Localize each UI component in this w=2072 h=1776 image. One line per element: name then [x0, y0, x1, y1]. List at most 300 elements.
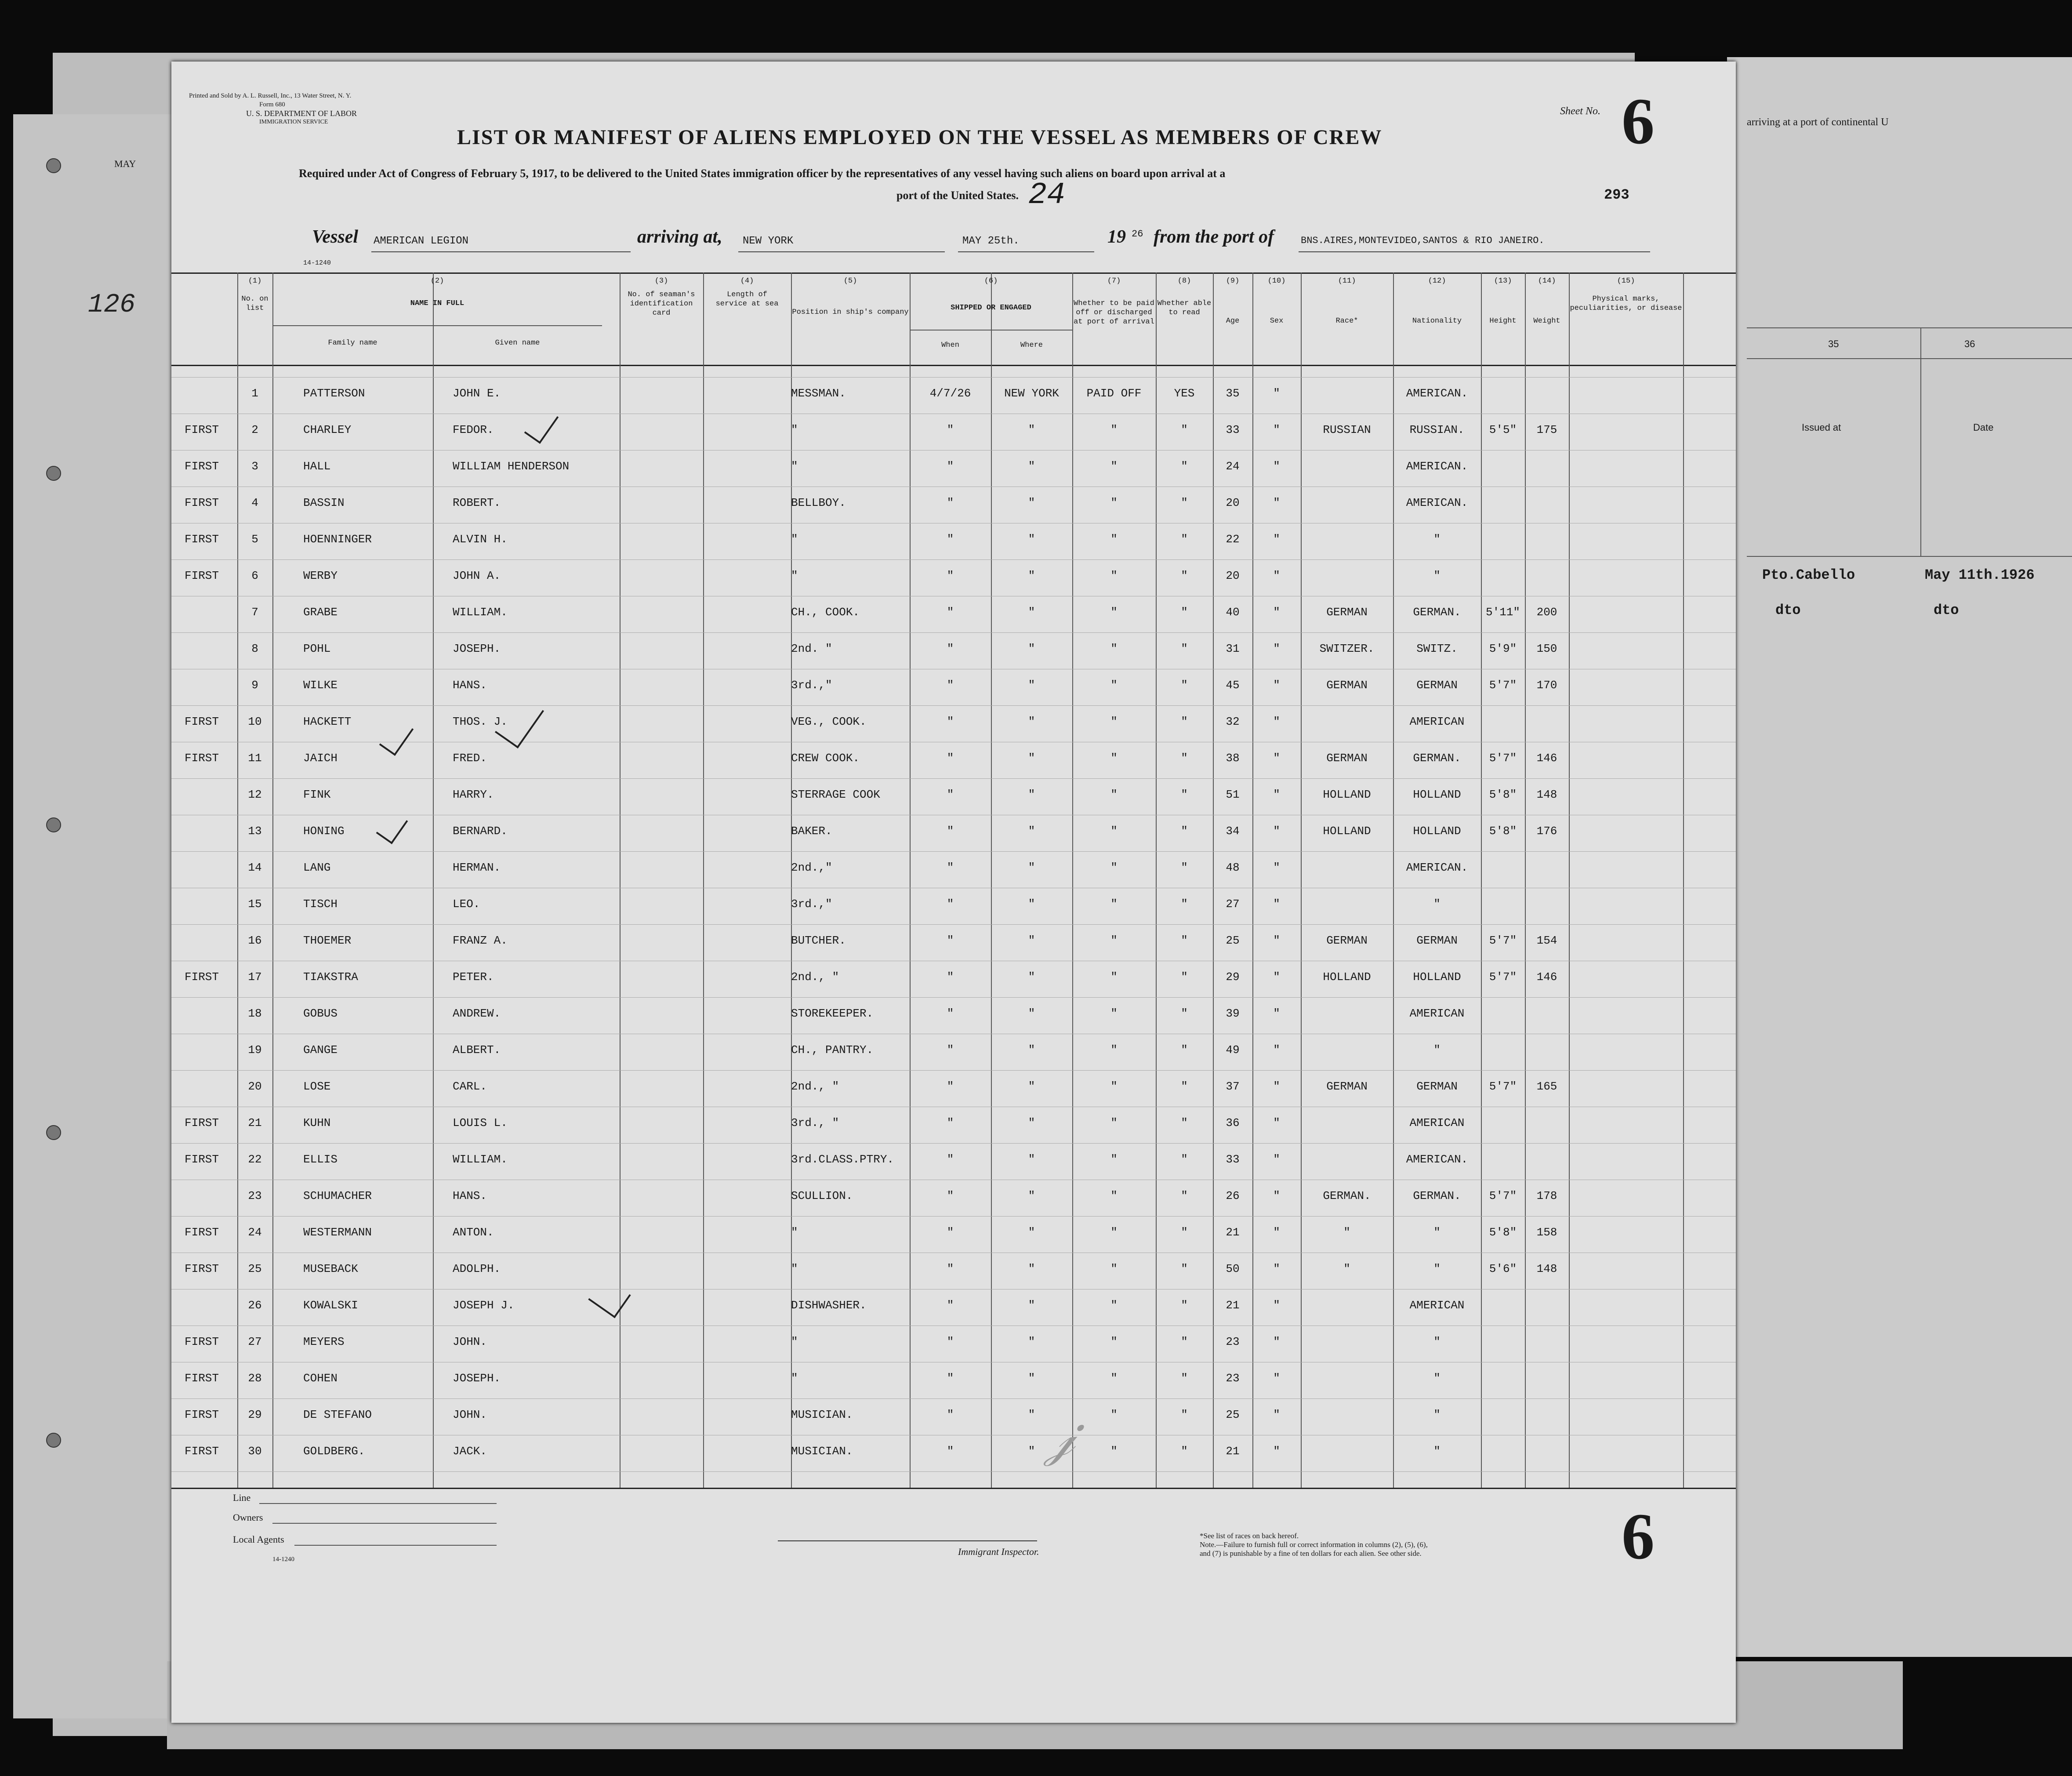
row-28-nationality: " — [1433, 1372, 1441, 1385]
row-11-weight: 146 — [1536, 752, 1557, 765]
row-7-weight: 200 — [1536, 606, 1557, 619]
vessel-name: AMERICAN LEGION — [374, 235, 469, 247]
row-14-when: " — [947, 861, 954, 874]
row-2-age: 33 — [1226, 423, 1240, 436]
row-14-family: LANG — [303, 861, 331, 874]
row-3-family: HALL — [303, 460, 331, 473]
row-2-paid: " — [1110, 423, 1118, 436]
row-25-given: ADOLPH. — [453, 1262, 501, 1275]
row-24-family: WESTERMANN — [303, 1226, 372, 1239]
row-17-height: 5'7" — [1489, 970, 1517, 984]
col-length-service: Length of service at sea — [715, 291, 779, 308]
row-23-read: " — [1181, 1189, 1188, 1202]
row-12-age: 51 — [1226, 788, 1240, 801]
column-rule — [1301, 272, 1302, 1488]
inspector-label: Immigrant Inspector. — [958, 1546, 1039, 1557]
row-8-read: " — [1181, 642, 1188, 655]
row-28-sex: " — [1273, 1372, 1280, 1385]
column-rule — [703, 272, 704, 1488]
col35-num: 35 — [1828, 338, 1839, 349]
row-13-where: " — [1028, 824, 1035, 838]
row-4-age: 20 — [1226, 496, 1240, 509]
row-16-position: BUTCHER. — [791, 934, 846, 947]
year-prefix: 19 — [1107, 227, 1126, 247]
row-23-given: HANS. — [453, 1189, 487, 1202]
row-7-sex: " — [1273, 606, 1280, 619]
row-3-age: 24 — [1226, 460, 1240, 473]
date-header: Date — [1973, 422, 1994, 433]
row-26-position: DISHWASHER. — [791, 1299, 867, 1312]
row-23-paid: " — [1110, 1189, 1118, 1202]
col-position: Position in ship's company — [792, 308, 909, 316]
local-agents-label: Local Agents — [233, 1534, 284, 1545]
row-12-race: HOLLAND — [1323, 788, 1371, 801]
row-8-when: " — [947, 642, 954, 655]
row-3-no: 3 — [251, 460, 258, 473]
row-18-sex: " — [1273, 1007, 1280, 1020]
row-10-when: " — [947, 715, 954, 728]
row-20-weight: 165 — [1536, 1080, 1557, 1093]
row-21-given: LOUIS L. — [453, 1116, 508, 1130]
row-24-where: " — [1028, 1226, 1035, 1239]
service-line: IMMIGRATION SERVICE — [259, 119, 328, 125]
row-23-age: 26 — [1226, 1189, 1240, 1202]
row-11-position: CREW COOK. — [791, 752, 860, 765]
row-29-age: 25 — [1226, 1408, 1240, 1421]
row-2-sex: " — [1273, 423, 1280, 436]
row-11-read: " — [1181, 752, 1188, 765]
row-19-read: " — [1181, 1043, 1188, 1057]
row-18-age: 39 — [1226, 1007, 1240, 1020]
row-13-race: HOLLAND — [1323, 824, 1371, 838]
punch-hole — [46, 466, 61, 481]
line-label: Line — [233, 1492, 251, 1503]
col13-num: (13) — [1494, 277, 1512, 285]
row-28-given: JOSEPH. — [453, 1372, 501, 1385]
row-14-nationality: AMERICAN. — [1406, 861, 1468, 874]
row-9-race: GERMAN — [1326, 679, 1368, 692]
row-14-sex: " — [1273, 861, 1280, 874]
row-23-race: GERMAN. — [1323, 1189, 1371, 1202]
col9-num: (9) — [1226, 277, 1240, 285]
col5-num: (5) — [843, 277, 857, 285]
row-5-where: " — [1028, 533, 1035, 546]
row-11-where: " — [1028, 752, 1035, 765]
row-19-no: 19 — [248, 1043, 262, 1057]
row-21-margin: FIRST — [185, 1116, 219, 1130]
row-12-sex: " — [1273, 788, 1280, 801]
row-13-no: 13 — [248, 824, 262, 838]
row-10-age: 32 — [1226, 715, 1240, 728]
row-6-paid: " — [1110, 569, 1118, 582]
row-1-given: JOHN E. — [453, 387, 501, 400]
row-29-margin: FIRST — [185, 1408, 219, 1421]
row-13-sex: " — [1273, 824, 1280, 838]
row-4-when: " — [947, 496, 954, 509]
row-5-given: ALVIN H. — [453, 533, 508, 546]
row-19-family: GANGE — [303, 1043, 338, 1057]
row-20-family: LOSE — [303, 1080, 331, 1093]
row-27-age: 23 — [1226, 1335, 1240, 1348]
manifest-page — [171, 62, 1736, 1723]
row-10-nationality: AMERICAN — [1409, 715, 1465, 728]
row-2-given: FEDOR. — [453, 423, 494, 436]
row-9-nationality: GERMAN — [1416, 679, 1458, 692]
row-1-nationality: AMERICAN. — [1406, 387, 1468, 400]
row-12-height: 5'8" — [1489, 788, 1517, 801]
row-rule — [171, 851, 1736, 852]
row-5-read: " — [1181, 533, 1188, 546]
row-16-nationality: GERMAN — [1416, 934, 1458, 947]
row-23-family: SCHUMACHER — [303, 1189, 372, 1202]
row-8-paid: " — [1110, 642, 1118, 655]
row-24-sex: " — [1273, 1226, 1280, 1239]
row-8-position: 2nd. " — [791, 642, 832, 655]
row-29-read: " — [1181, 1408, 1188, 1421]
row-16-weight: 154 — [1536, 934, 1557, 947]
row-17-no: 17 — [248, 970, 262, 984]
row-10-where: " — [1028, 715, 1035, 728]
row-9-height: 5'7" — [1489, 679, 1517, 692]
row-19-sex: " — [1273, 1043, 1280, 1057]
row-19-given: ALBERT. — [453, 1043, 501, 1057]
row-rule — [171, 1398, 1736, 1399]
row-29-family: DE STEFANO — [303, 1408, 372, 1421]
row-26-given: JOSEPH J. — [453, 1299, 515, 1312]
row-15-when: " — [947, 897, 954, 911]
row-18-where: " — [1028, 1007, 1035, 1020]
row-12-family: FINK — [303, 788, 331, 801]
row-22-age: 33 — [1226, 1153, 1240, 1166]
row-10-paid: " — [1110, 715, 1118, 728]
row-15-family: TISCH — [303, 897, 338, 911]
row-30-age: 21 — [1226, 1445, 1240, 1458]
row-7-no: 7 — [251, 606, 258, 619]
handwritten-checkmark — [588, 1277, 631, 1318]
row-29-sex: " — [1273, 1408, 1280, 1421]
row-21-where: " — [1028, 1116, 1035, 1130]
row-21-paid: " — [1110, 1116, 1118, 1130]
row-7-paid: " — [1110, 606, 1118, 619]
printer-line: Printed and Sold by A. L. Russell, Inc., 13 Water Street, N. Y. — [189, 92, 352, 99]
row-20-when: " — [947, 1080, 954, 1093]
punch-hole — [46, 817, 61, 832]
row-8-age: 31 — [1226, 642, 1240, 655]
row-28-paid: " — [1110, 1372, 1118, 1385]
row-16-read: " — [1181, 934, 1188, 947]
row-24-age: 21 — [1226, 1226, 1240, 1239]
row-3-margin: FIRST — [185, 460, 219, 473]
arrival-date: MAY 25th. — [962, 235, 1020, 247]
row-3-position: " — [791, 460, 798, 473]
row-7-age: 40 — [1226, 606, 1240, 619]
row-3-nationality: AMERICAN. — [1406, 460, 1468, 473]
row-20-height: 5'7" — [1489, 1080, 1517, 1093]
row-20-given: CARL. — [453, 1080, 487, 1093]
row-11-nationality: GERMAN. — [1413, 752, 1461, 765]
row-6-age: 20 — [1226, 569, 1240, 582]
row-15-paid: " — [1110, 897, 1118, 911]
row-18-no: 18 — [248, 1007, 262, 1020]
row-13-nationality: HOLLAND — [1413, 824, 1461, 838]
row-26-where: " — [1028, 1299, 1035, 1312]
row-5-age: 22 — [1226, 533, 1240, 546]
row-15-given: LEO. — [453, 897, 480, 911]
row-25-paid: " — [1110, 1262, 1118, 1275]
row-23-where: " — [1028, 1189, 1035, 1202]
col2-num: (2) — [430, 277, 444, 285]
row-4-sex: " — [1273, 496, 1280, 509]
handwritten-date: 24 — [1028, 178, 1066, 213]
row-15-position: 3rd.," — [791, 897, 832, 911]
row-17-read: " — [1181, 970, 1188, 984]
col11-num: (11) — [1338, 277, 1356, 285]
row-9-family: WILKE — [303, 679, 338, 692]
col10-num: (10) — [1267, 277, 1286, 285]
row-11-paid: " — [1110, 752, 1118, 765]
row-12-weight: 148 — [1536, 788, 1557, 801]
row-22-given: WILLIAM. — [453, 1153, 508, 1166]
row-17-sex: " — [1273, 970, 1280, 984]
row-25-read: " — [1181, 1262, 1188, 1275]
col-when: When — [941, 341, 959, 349]
row-2-when: " — [947, 423, 954, 436]
row-16-where: " — [1028, 934, 1035, 947]
row-21-no: 21 — [248, 1116, 262, 1130]
row-5-paid: " — [1110, 533, 1118, 546]
row-24-paid: " — [1110, 1226, 1118, 1239]
row-7-height: 5'11" — [1485, 606, 1520, 619]
row-15-where: " — [1028, 897, 1035, 911]
row-1-where: NEW YORK — [1004, 387, 1059, 400]
row-17-where: " — [1028, 970, 1035, 984]
col7-num: (7) — [1107, 277, 1121, 285]
row-rule — [171, 924, 1736, 925]
row-rule — [171, 705, 1736, 706]
row-5-family: HOENNINGER — [303, 533, 372, 546]
vessel-label: Vessel — [312, 227, 358, 247]
footer-note-3: and (7) is punishable by a fine of ten dollars for each alien. See other side. — [1200, 1549, 1422, 1558]
row-28-when: " — [947, 1372, 954, 1385]
row-16-paid: " — [1110, 934, 1118, 947]
row-10-family: HACKETT — [303, 715, 352, 728]
row-22-no: 22 — [248, 1153, 262, 1166]
col15-num: (15) — [1617, 277, 1635, 285]
column-rule — [1481, 272, 1482, 1488]
row-3-given: WILLIAM HENDERSON — [453, 460, 570, 473]
sheet-number-bottom: 6 — [1622, 1500, 1655, 1573]
row-6-sex: " — [1273, 569, 1280, 582]
row-9-weight: 170 — [1536, 679, 1557, 692]
row-17-margin: FIRST — [185, 970, 219, 984]
row-20-position: 2nd., " — [791, 1080, 839, 1093]
row-22-paid: " — [1110, 1153, 1118, 1166]
row-2-margin: FIRST — [185, 423, 219, 436]
row-6-position: " — [791, 569, 798, 582]
row-16-when: " — [947, 934, 954, 947]
row-17-position: 2nd., " — [791, 970, 839, 984]
row-8-no: 8 — [251, 642, 258, 655]
row-18-paid: " — [1110, 1007, 1118, 1020]
row-6-read: " — [1181, 569, 1188, 582]
row-30-read: " — [1181, 1445, 1188, 1458]
row-19-position: CH., PANTRY. — [791, 1043, 874, 1057]
row-9-when: " — [947, 679, 954, 692]
row-17-family: TIAKSTRA — [303, 970, 358, 984]
row-9-paid: " — [1110, 679, 1118, 692]
owners-label: Owners — [233, 1512, 263, 1523]
col12-num: (12) — [1428, 277, 1446, 285]
row-25-no: 25 — [248, 1262, 262, 1275]
row-24-weight: 158 — [1536, 1226, 1557, 1239]
requirement-line-2: port of the United States. — [896, 189, 1019, 202]
row-18-nationality: AMERICAN — [1409, 1007, 1465, 1020]
row-rule — [171, 1471, 1736, 1472]
row-23-sex: " — [1273, 1189, 1280, 1202]
row-24-read: " — [1181, 1226, 1188, 1239]
row-24-height: 5'8" — [1489, 1226, 1517, 1239]
row-7-family: GRABE — [303, 606, 338, 619]
row-10-position: VEG., COOK. — [791, 715, 867, 728]
inspector-signature: 𝒿 — [1046, 1406, 1075, 1467]
row-16-age: 25 — [1226, 934, 1240, 947]
row-13-read: " — [1181, 824, 1188, 838]
row-7-race: GERMAN — [1326, 606, 1368, 619]
year-suffix: 26 — [1132, 229, 1143, 240]
row-28-family: COHEN — [303, 1372, 338, 1385]
row-29-given: JOHN. — [453, 1408, 487, 1421]
row-6-family: WERBY — [303, 569, 338, 582]
row-20-race: GERMAN — [1326, 1080, 1368, 1093]
row-3-sex: " — [1273, 460, 1280, 473]
column-rule — [1569, 272, 1570, 1488]
row-rule — [171, 377, 1736, 378]
row-21-family: KUHN — [303, 1116, 331, 1130]
row-20-where: " — [1028, 1080, 1035, 1093]
col-sex: Sex — [1270, 317, 1284, 325]
col-nationality: Nationality — [1412, 317, 1462, 325]
row-5-no: 5 — [251, 533, 258, 546]
row-5-sex: " — [1273, 533, 1280, 546]
row-rule — [171, 559, 1736, 560]
col-family-name: Family name — [328, 339, 377, 347]
row-22-nationality: AMERICAN. — [1406, 1153, 1468, 1166]
row-3-read: " — [1181, 460, 1188, 473]
row-4-nationality: AMERICAN. — [1406, 496, 1468, 509]
row-30-family: GOLDBERG. — [303, 1445, 365, 1458]
row-23-no: 23 — [248, 1189, 262, 1202]
column-rule — [1525, 272, 1526, 1488]
row-11-age: 38 — [1226, 752, 1240, 765]
row-19-nationality: " — [1433, 1043, 1441, 1057]
from-port-label: from the port of — [1154, 227, 1274, 247]
row-25-sex: " — [1273, 1262, 1280, 1275]
col4-num: (4) — [740, 277, 754, 285]
row-14-no: 14 — [248, 861, 262, 874]
row-30-no: 30 — [248, 1445, 262, 1458]
col3-num: (3) — [654, 277, 668, 285]
row-27-paid: " — [1110, 1335, 1118, 1348]
row-4-where: " — [1028, 496, 1035, 509]
sheet-no-label: Sheet No. — [1560, 105, 1600, 117]
left-handwritten-note: 126 — [88, 290, 136, 320]
row-8-where: " — [1028, 642, 1035, 655]
row-28-age: 23 — [1226, 1372, 1240, 1385]
col-seaman-card: No. of seaman's identification card — [628, 291, 695, 317]
column-rule — [433, 272, 434, 1488]
row-17-race: HOLLAND — [1323, 970, 1371, 984]
row-7-nationality: GERMAN. — [1413, 606, 1461, 619]
row-28-where: " — [1028, 1372, 1035, 1385]
row-8-nationality: SWITZ. — [1416, 642, 1458, 655]
row-29-position: MUSICIAN. — [791, 1408, 853, 1421]
row-18-family: GOBUS — [303, 1007, 338, 1020]
department-line: U. S. DEPARTMENT OF LABOR — [246, 109, 357, 118]
row-11-given: FRED. — [453, 752, 487, 765]
left-stamp: MAY — [114, 158, 136, 169]
row-16-given: FRANZ A. — [453, 934, 508, 947]
row-11-when: " — [947, 752, 954, 765]
row-26-when: " — [947, 1299, 954, 1312]
row-30-nationality: " — [1433, 1445, 1441, 1458]
date-value-2: dto — [1934, 602, 1959, 618]
row-27-where: " — [1028, 1335, 1035, 1348]
row-14-where: " — [1028, 861, 1035, 874]
column-rule — [272, 272, 273, 1488]
row-16-height: 5'7" — [1489, 934, 1517, 947]
row-23-height: 5'7" — [1489, 1189, 1517, 1202]
row-22-sex: " — [1273, 1153, 1280, 1166]
row-4-paid: " — [1110, 496, 1118, 509]
row-4-no: 4 — [251, 496, 258, 509]
row-26-family: KOWALSKI — [303, 1299, 358, 1312]
row-20-age: 37 — [1226, 1080, 1240, 1093]
row-21-nationality: AMERICAN — [1409, 1116, 1465, 1130]
date-value-1: May 11th.1926 — [1925, 567, 2035, 583]
row-15-age: 27 — [1226, 897, 1240, 911]
col-shipped: SHIPPED OR ENGAGED — [951, 304, 1031, 312]
row-20-read: " — [1181, 1080, 1188, 1093]
row-17-paid: " — [1110, 970, 1118, 984]
row-2-family: CHARLEY — [303, 423, 352, 436]
row-3-paid: " — [1110, 460, 1118, 473]
row-2-no: 2 — [251, 423, 258, 436]
issued-at-header: Issued at — [1802, 422, 1841, 433]
row-27-nationality: " — [1433, 1335, 1441, 1348]
row-8-family: POHL — [303, 642, 331, 655]
row-1-sex: " — [1273, 387, 1280, 400]
sheet-number: 6 — [1622, 85, 1655, 158]
row-8-weight: 150 — [1536, 642, 1557, 655]
row-26-sex: " — [1273, 1299, 1280, 1312]
row-4-family: BASSIN — [303, 496, 345, 509]
row-12-where: " — [1028, 788, 1035, 801]
row-9-age: 45 — [1226, 679, 1240, 692]
row-18-given: ANDREW. — [453, 1007, 501, 1020]
row-12-given: HARRY. — [453, 788, 494, 801]
row-25-height: 5'6" — [1489, 1262, 1517, 1275]
row-25-margin: FIRST — [185, 1262, 219, 1275]
row-18-when: " — [947, 1007, 954, 1020]
row-30-position: MUSICIAN. — [791, 1445, 853, 1458]
row-21-position: 3rd., " — [791, 1116, 839, 1130]
row-10-no: 10 — [248, 715, 262, 728]
col-given-name: Given name — [495, 339, 540, 347]
col6-num: (6) — [984, 277, 998, 285]
row-20-no: 20 — [248, 1080, 262, 1093]
row-5-margin: FIRST — [185, 533, 219, 546]
row-13-when: " — [947, 824, 954, 838]
